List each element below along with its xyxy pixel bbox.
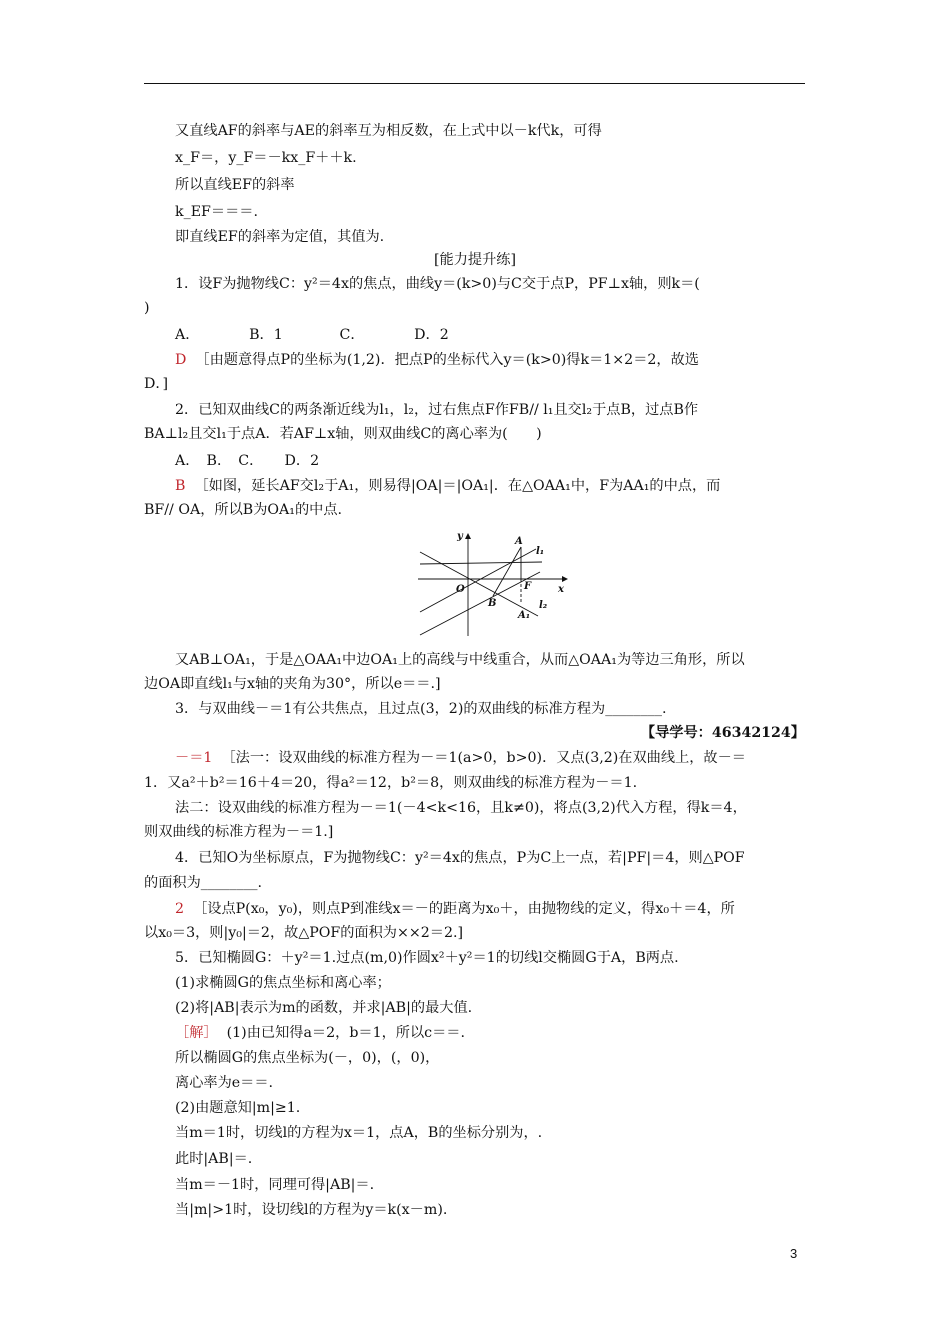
- q5-solution-8: 当|m|>1时，设切线l的方程为y＝k(x－m).: [175, 1202, 448, 1218]
- q1-answer: [175, 350, 845, 370]
- answer-text: ［由题意得点P的坐标为(1,2)．把点P的坐标代入y＝(k>0)得k＝1×2＝2，故选: [195, 352, 699, 368]
- q5-solution-5: 当m＝1时，切线l的方程为x＝1，点A，B的坐标分别为，.: [175, 1125, 543, 1141]
- label-y: y: [457, 531, 463, 542]
- q1-line-1: 1．设F为抛物线C：y²＝4x的焦点，曲线y＝(k>0)与C交于点P，PF⊥x轴，则k＝(: [175, 276, 700, 292]
- line-3: 所以直线EF的斜率: [175, 177, 295, 193]
- q2-answer: [175, 476, 845, 496]
- q5-solution-4: (2)由题意知|m|≥1.: [175, 1100, 301, 1116]
- q2-options: A． B． C． D．2: [175, 453, 320, 469]
- guide-number: 【导学号：46342124】: [640, 725, 805, 741]
- line-bf: [420, 572, 540, 635]
- answer-label: D: [175, 352, 187, 368]
- q5-line-1: 5．已知椭圆G：＋y²＝1.过点(m,0)作圆x²＋y²＝1的切线l交椭圆G于A，B两点.: [175, 950, 679, 966]
- label-b: B: [488, 598, 497, 609]
- q3-answer-4: 则双曲线的标准方程为－＝1.]: [144, 824, 334, 840]
- q2-answer-4: 边OA即直线l₁与x轴的夹角为30°，所以e＝＝.]: [144, 676, 441, 692]
- q5-part-1: (1)求椭圆G的焦点坐标和离心率；: [175, 975, 391, 991]
- q2-answer-2: BF// OA，所以B为OA₁的中点.: [144, 502, 343, 518]
- solution-text: (1)由已知得a＝2，b＝1，所以c＝＝.: [226, 1025, 466, 1041]
- q3-answer-3: 法二：设双曲线的标准方程为－＝1(－4<k<16，且k≠0)，将点(3,2)代入方程，得k＝4，: [175, 800, 747, 816]
- page-number: 3: [790, 1246, 798, 1261]
- label-o: O: [456, 584, 465, 595]
- line-l1: [420, 549, 536, 612]
- label-x: x: [558, 584, 564, 595]
- solution-label: ［解］: [175, 1025, 218, 1041]
- q3-answer-2: 1．又a²＋b²＝16＋4＝20，得a²＝12，b²＝8，则双曲线的标准方程为－＝1.: [144, 775, 638, 791]
- q2-line-1: 2．已知双曲线C的两条渐近线为l₁，l₂，过右焦点F作FB// l₁且交l₂于点B，过点B作: [175, 402, 699, 418]
- section-title: [能力提升练]: [433, 252, 516, 268]
- q1-options: A． B．1 C． D．2: [175, 327, 449, 343]
- q5-solution-3: 离心率为e＝＝.: [175, 1075, 274, 1091]
- q4-answer-2: 以x₀＝3，则|y₀|＝2，故△POF的面积为××2＝2.]: [144, 925, 464, 941]
- label-l1: l₁: [536, 546, 545, 557]
- q3-line-1: 3．与双曲线－＝1有公共焦点，且过点(3，2)的双曲线的标准方程为________.: [175, 701, 667, 717]
- line-2: x_F＝，y_F＝－kx_F＋＋k.: [175, 150, 357, 166]
- q2-answer-3: 又AB⊥OA₁，于是△OAA₁中边OA₁上的高线与中线重合，从而△OAA₁为等边三角形，所以: [175, 652, 745, 668]
- q5-solution-6: 此时|AB|＝.: [175, 1151, 253, 1167]
- q1-answer-2: D．]: [144, 376, 168, 392]
- q2-line-2: BA⊥l₂且交l₁于点A．若AF⊥x轴，则双曲线C的离心率为( ): [144, 426, 542, 442]
- figure-hyperbola: [418, 526, 568, 642]
- answer-label: 2: [175, 901, 185, 917]
- segment-ab: [493, 547, 521, 596]
- q5-part-2: (2)将|AB|表示为m的函数，并求|AB|的最大值.: [175, 1000, 473, 1016]
- line-1: 又直线AF的斜率与AE的斜率互为相反数，在上式中以－k代k，可得: [175, 123, 602, 139]
- q4-line-1: 4．已知O为坐标原点，F为抛物线C：y²＝4x的焦点，P为C上一点，若|PF|＝4，则△POF: [175, 850, 745, 866]
- answer-text: ［设点P(x₀，y₀)，则点P到准线x＝－的距离为x₀＋，由抛物线的定义，得x₀＋＝4，所: [193, 901, 735, 917]
- line-l2: [420, 552, 538, 616]
- q5-solution-2: 所以椭圆G的焦点坐标为(－，0)，(，0)，: [175, 1050, 440, 1066]
- q1-line-2: ): [144, 300, 150, 316]
- q4-answer: [175, 899, 845, 919]
- header-rule: [144, 83, 805, 84]
- q3-answer: [175, 748, 845, 768]
- q5-solution-7: 当m＝－1时，同理可得|AB|＝.: [175, 1177, 375, 1193]
- label-a1: A₁: [518, 610, 531, 621]
- answer-label: －＝1: [175, 750, 213, 766]
- answer-label: B: [175, 478, 186, 494]
- line-4: k_EF＝＝＝.: [175, 204, 258, 220]
- label-a: A: [515, 536, 523, 547]
- answer-text: ［法一：设双曲线的标准方程为－＝1(a>0，b>0)．又点(3,2)在双曲线上，故－＝: [221, 750, 746, 766]
- answer-text: ［如图，延长AF交l₂于A₁，则易得|OA|＝|OA₁|．在△OAA₁中，F为AA₁的中点，而: [194, 478, 721, 494]
- label-l2: l₂: [539, 600, 548, 611]
- line-5: 即直线EF的斜率为定值，其值为.: [175, 229, 385, 245]
- q4-line-2: 的面积为________.: [144, 875, 263, 891]
- label-f: F: [524, 581, 532, 592]
- q5-solution: [175, 1023, 845, 1043]
